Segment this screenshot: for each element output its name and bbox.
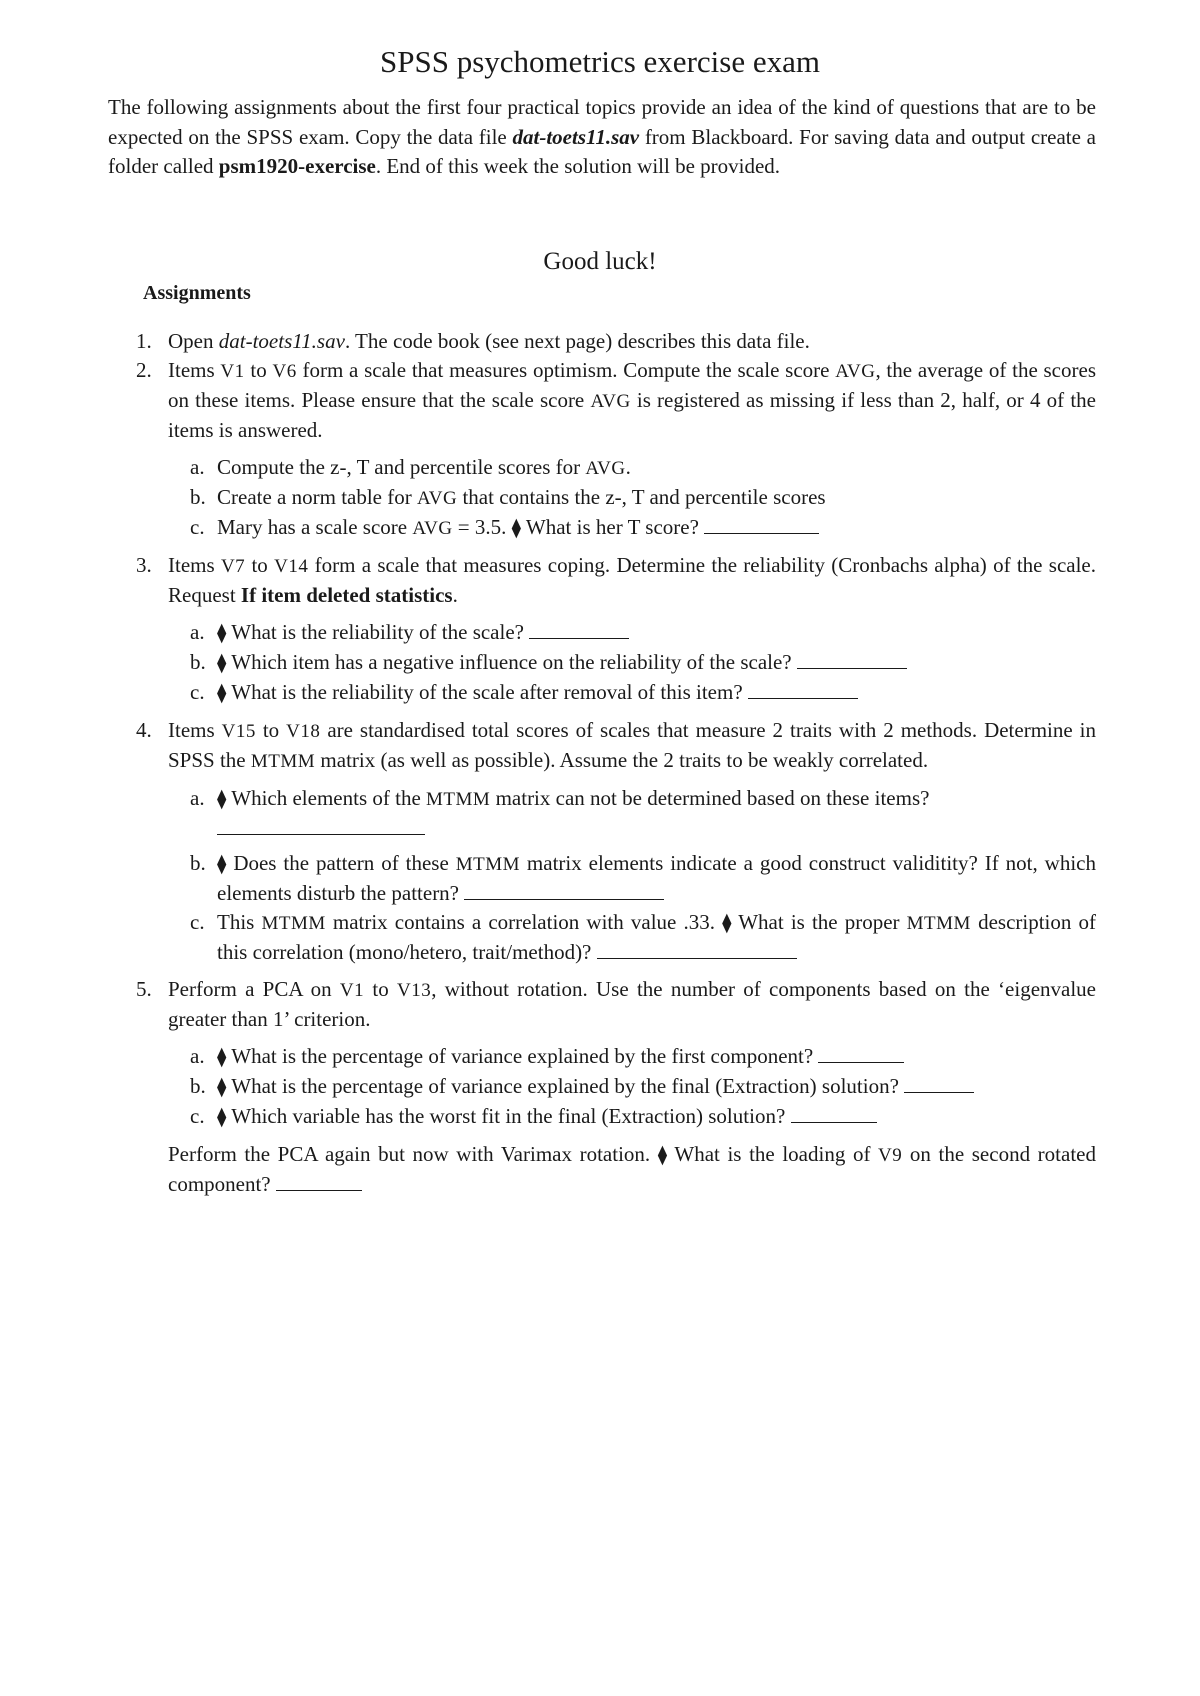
var-avg: AVG (585, 458, 626, 479)
intro-paragraph (108, 93, 1096, 182)
diamond-icon: ⧫ (217, 1077, 227, 1098)
q5-followup-text: What is the loading of (667, 1142, 879, 1166)
question-number: 4. (136, 718, 152, 742)
q5-followup-text: Perform the PCA again but now with Varimax rotation. (168, 1142, 658, 1166)
q4-text: are standardised total scores of scales that measure 2 traits with 2 methods. Determine in SPSS the (168, 718, 1096, 772)
question-4a (136, 784, 1096, 843)
answer-blank[interactable] (791, 1104, 877, 1123)
mtmm-label: MTMM (906, 913, 971, 934)
q4-text: Items (168, 718, 222, 742)
q2c-text: = 3.5. (452, 515, 512, 539)
sub-label: a. (190, 455, 205, 479)
question-2 (136, 356, 1096, 445)
var-v15: V15 (221, 721, 256, 742)
q5a-text: What is the percentage of variance explained by the first component? (226, 1044, 819, 1068)
q2-text: is registered as missing if less than 2, half, or 4 of the items is answered. (168, 388, 1096, 442)
folder-name: psm1920-exercise (218, 154, 376, 178)
q3-text: form a scale that measures coping. Determine the reliability (Cronbachs alpha) of the scale. Request (168, 553, 1096, 607)
q1-text-1: Open (168, 329, 219, 353)
q4c-text: What is the proper (731, 910, 907, 934)
data-file-name: dat-toets11.sav (512, 124, 640, 149)
var-v9: V9 (878, 1145, 903, 1166)
var-v1: V1 (339, 980, 365, 1001)
diamond-icon: ⧫ (722, 913, 732, 934)
q4a-text: Which elements of the (226, 786, 427, 810)
question-3c (136, 678, 1096, 708)
answer-blank[interactable] (464, 881, 664, 900)
q2b-text: Create a norm table for (217, 485, 417, 509)
q4-text: to (255, 718, 287, 742)
q4b-text: matrix elements indicate a good construct validitity? If not, which elements disturb the pattern? (217, 851, 1096, 905)
answer-blank[interactable] (797, 650, 907, 669)
var-avg: AVG (412, 518, 453, 539)
answer-blank[interactable] (217, 816, 425, 835)
answer-blank[interactable] (529, 620, 629, 639)
intro-text-2: from Blackboard. For saving data and output create a folder called (108, 124, 1096, 178)
q4c-text: matrix contains a correlation with value .33. (325, 910, 723, 934)
mtmm-label: MTMM (426, 789, 491, 810)
q5-text: Perform a PCA on (168, 977, 340, 1001)
var-v1: V1 (220, 361, 245, 382)
diamond-icon: ⧫ (217, 854, 227, 875)
sub-label: c. (190, 910, 205, 934)
var-avg: AVG (835, 361, 876, 382)
q5-followup-text: on the second rotated component? (168, 1142, 1096, 1196)
assignments-heading: Assignments (143, 282, 251, 304)
page-title: SPSS psychometrics exercise exam (380, 44, 820, 79)
question-5b (136, 1072, 1096, 1102)
question-5c (136, 1102, 1096, 1132)
q4b-text: Does the pattern of these (226, 851, 456, 875)
q2-text: to (244, 358, 273, 382)
q3-text: to (245, 553, 275, 577)
q3c-text: What is the reliability of the scale after removal of this item? (226, 680, 748, 704)
question-number: 5. (136, 977, 152, 1001)
var-avg: AVG (590, 391, 631, 412)
good-luck-heading: Good luck! (543, 248, 657, 275)
q2c-text: What is her T score? (521, 515, 705, 539)
q5b-text: What is the percentage of variance explained by the final (Extraction) solution? (226, 1074, 905, 1098)
q2a-text: Compute the z-, T and percentile scores for (217, 455, 586, 479)
answer-blank[interactable] (818, 1044, 904, 1063)
sub-label: b. (190, 851, 206, 875)
question-number: 2. (136, 358, 152, 382)
diamond-icon: ⧫ (217, 789, 227, 810)
mtmm-label: MTMM (250, 751, 316, 772)
intro-text-1: The following assignments about the first four practical topics provide an idea of the kind of questions that are to be expected on the SPSS exam. Copy the data file (108, 95, 1096, 149)
answer-blank[interactable] (748, 680, 858, 699)
sub-label: a. (190, 620, 205, 644)
var-avg: AVG (417, 488, 458, 509)
q4-text: matrix (as well as possible). Assume the 2 traits to be weakly correlated. (315, 748, 929, 772)
var-v13: V13 (397, 980, 432, 1001)
q4c-text: This (217, 910, 262, 934)
q3a-text: What is the reliability of the scale? (226, 620, 530, 644)
question-5 (136, 975, 1096, 1034)
q2-text: Items (168, 358, 221, 382)
question-5a (136, 1042, 1096, 1072)
question-1 (136, 327, 1096, 356)
diamond-icon: ⧫ (217, 1047, 227, 1068)
q1-file: dat-toets11.sav (218, 329, 345, 353)
sub-label: a. (190, 1044, 205, 1068)
sub-label: b. (190, 485, 206, 509)
diamond-icon: ⧫ (217, 623, 227, 644)
question-3a (136, 618, 1096, 648)
diamond-icon: ⧫ (217, 683, 227, 704)
assignment-list (136, 327, 1096, 1199)
sub-label: c. (190, 515, 205, 539)
q2-text: form a scale that measures optimism. Compute the scale score (296, 358, 836, 382)
sub-label: b. (190, 1074, 206, 1098)
answer-blank[interactable] (597, 940, 797, 959)
sub-label: c. (190, 680, 205, 704)
answer-blank[interactable] (904, 1074, 974, 1093)
var-v7: V7 (220, 556, 246, 577)
diamond-icon: ⧫ (217, 653, 227, 674)
question-2c (136, 513, 1096, 543)
question-number: 1. (136, 329, 152, 353)
var-v14: V14 (274, 556, 309, 577)
q5c-text: Which variable has the worst fit in the final (Extraction) solution? (226, 1104, 791, 1128)
diamond-icon: ⧫ (217, 1107, 227, 1128)
q3-text: Items (168, 553, 221, 577)
q2a-text: . (625, 455, 631, 479)
q4c-text: description of this correlation (mono/hetero, trait/method)? (217, 910, 1096, 964)
var-v18: V18 (286, 721, 321, 742)
var-v6: V6 (272, 361, 297, 382)
q2c-text: Mary has a scale score (217, 515, 413, 539)
question-4c (136, 908, 1096, 967)
mtmm-label: MTMM (455, 854, 520, 875)
q5-text: , without rotation. Use the number of components based on the ‘eigenvalue greater than 1’ criterion. (168, 977, 1096, 1031)
question-4b (136, 849, 1096, 908)
sub-label: c. (190, 1104, 205, 1128)
question-2a (136, 453, 1096, 483)
sub-label: b. (190, 650, 206, 674)
q2b-text: that contains the z-, T and percentile scores (457, 485, 826, 509)
question-number: 3. (136, 553, 152, 577)
q3b-text: Which item has a negative influence on the reliability of the scale? (226, 650, 797, 674)
answer-blank[interactable] (704, 515, 819, 534)
diamond-icon: ⧫ (657, 1145, 668, 1166)
q3-text: . (452, 583, 458, 607)
answer-blank[interactable] (276, 1172, 362, 1191)
mtmm-label: MTMM (261, 913, 326, 934)
q5-text: to (364, 977, 397, 1001)
q1-text-2: . The code book (see next page) describes this data file. (344, 329, 810, 353)
intro-text-3: . End of this week the solution will be provided. (375, 154, 781, 178)
sub-label: a. (190, 786, 205, 810)
diamond-icon: ⧫ (511, 518, 522, 539)
question-3 (136, 551, 1096, 610)
q4a-text: matrix can not be determined based on these items? (490, 786, 930, 810)
question-3b (136, 648, 1096, 678)
question-4 (136, 716, 1096, 776)
question-5-followup (136, 1140, 1096, 1199)
if-item-deleted-label: If item deleted statistics (240, 583, 453, 607)
q2-text: , the average of the scores on these items. Please ensure that the scale score (168, 358, 1096, 412)
question-2b (136, 483, 1096, 513)
